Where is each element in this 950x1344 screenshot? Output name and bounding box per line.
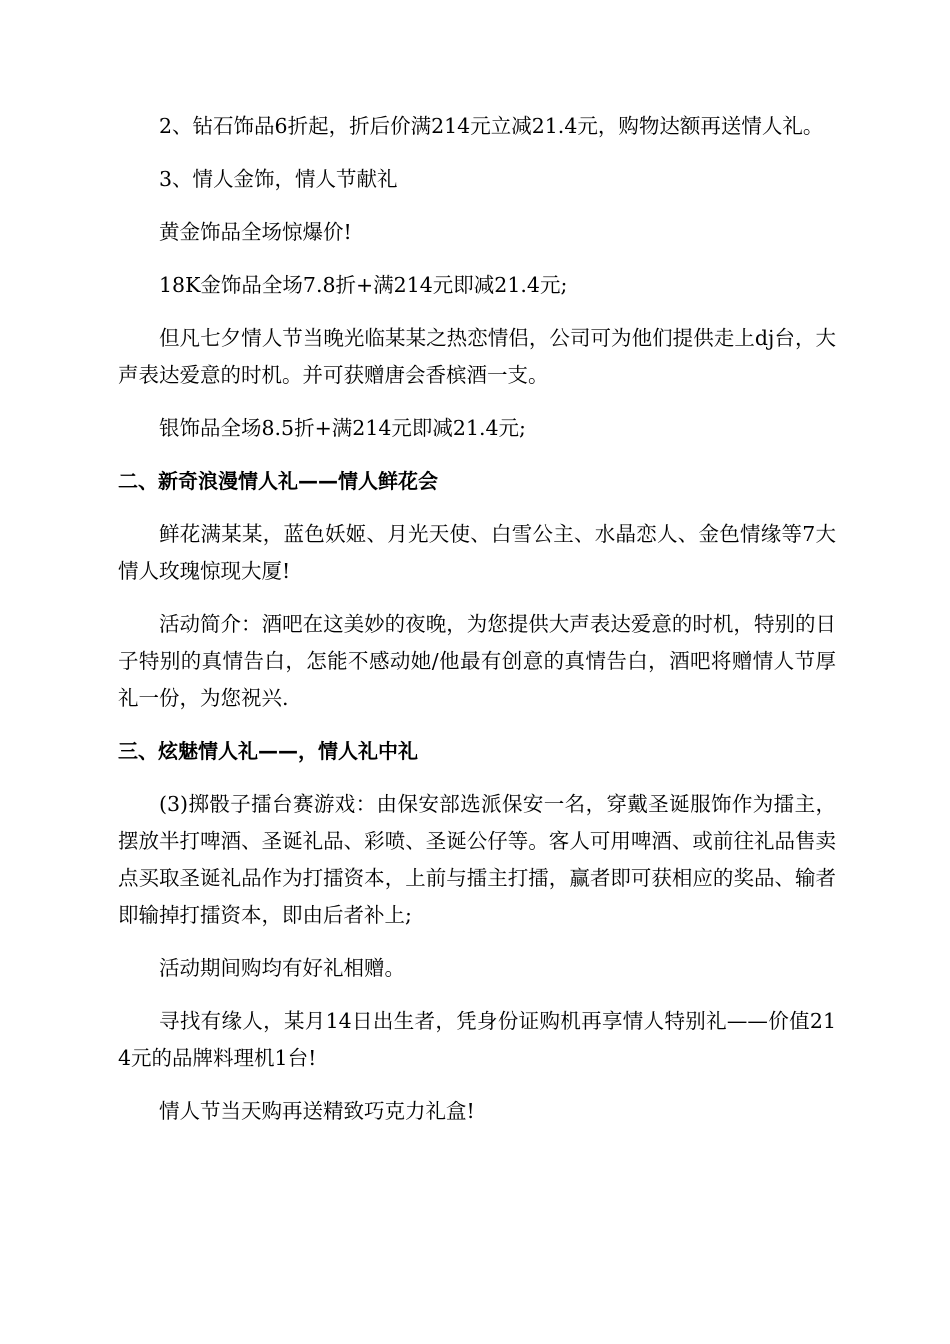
paragraph-dice-game: (3)掷骰子擂台赛游戏：由保安部选派保安一名，穿戴圣诞服饰作为擂主，摆放半打啤酒、圣诞礼品、彩喷、圣诞公仔等。客人可用啤酒、或前往礼品售卖点买取圣诞礼品作为打擂资本，上前与擂主打擂，赢者即可获相应的奖品、输者即输掉打擂资本，即由后者补上; [118,792,836,927]
paragraph-gold-gift: 3、情人金饰，情人节献礼 [159,167,398,191]
paragraph-birthday-offer: 寻找有缘人，某月14日出生者，凭身份证购机再享情人特别礼——价值214元的品牌料理机1台! [118,1009,836,1070]
paragraph-silver: 银饰品全场8.5折+满214元即减21.4元; [159,416,526,440]
paragraph-18k-gold: 18K金饰品全场7.8折+满214元即减21.4元; [159,273,568,297]
paragraph-diamond-offer: 2、钻石饰品6折起，折后价满214元立减21.4元，购物达额再送情人礼。 [159,114,824,138]
document-body [118,108,836,1146]
paragraph-activity-intro: 活动简介：酒吧在这美妙的夜晚，为您提供大声表达爱意的时机，特别的日子特别的真情告白，怎能不感动她/他最有创意的真情告白，酒吧将赠情人节厚礼一份，为您祝兴. [118,612,836,710]
paragraph-gift-purchase: 活动期间购均有好礼相赠。 [159,956,405,980]
section-heading-flowers: 二、新奇浪漫情人礼——情人鲜花会 [118,469,438,493]
paragraph-couple-dj: 但凡七夕情人节当晚光临某某之热恋情侣，公司可为他们提供走上dj台，大声表达爱意的时机。并可获赠唐会香槟酒一支。 [118,326,836,387]
paragraph-roses: 鲜花满某某，蓝色妖姬、月光天使、白雪公主、水晶恋人、金色情缘等7大情人玫瑰惊现大厦! [118,522,836,583]
section-heading-gifts: 三、炫魅情人礼——，情人礼中礼 [118,739,418,763]
paragraph-gold-price: 黄金饰品全场惊爆价! [159,220,352,244]
paragraph-chocolate: 情人节当天购再送精致巧克力礼盒! [159,1099,475,1123]
